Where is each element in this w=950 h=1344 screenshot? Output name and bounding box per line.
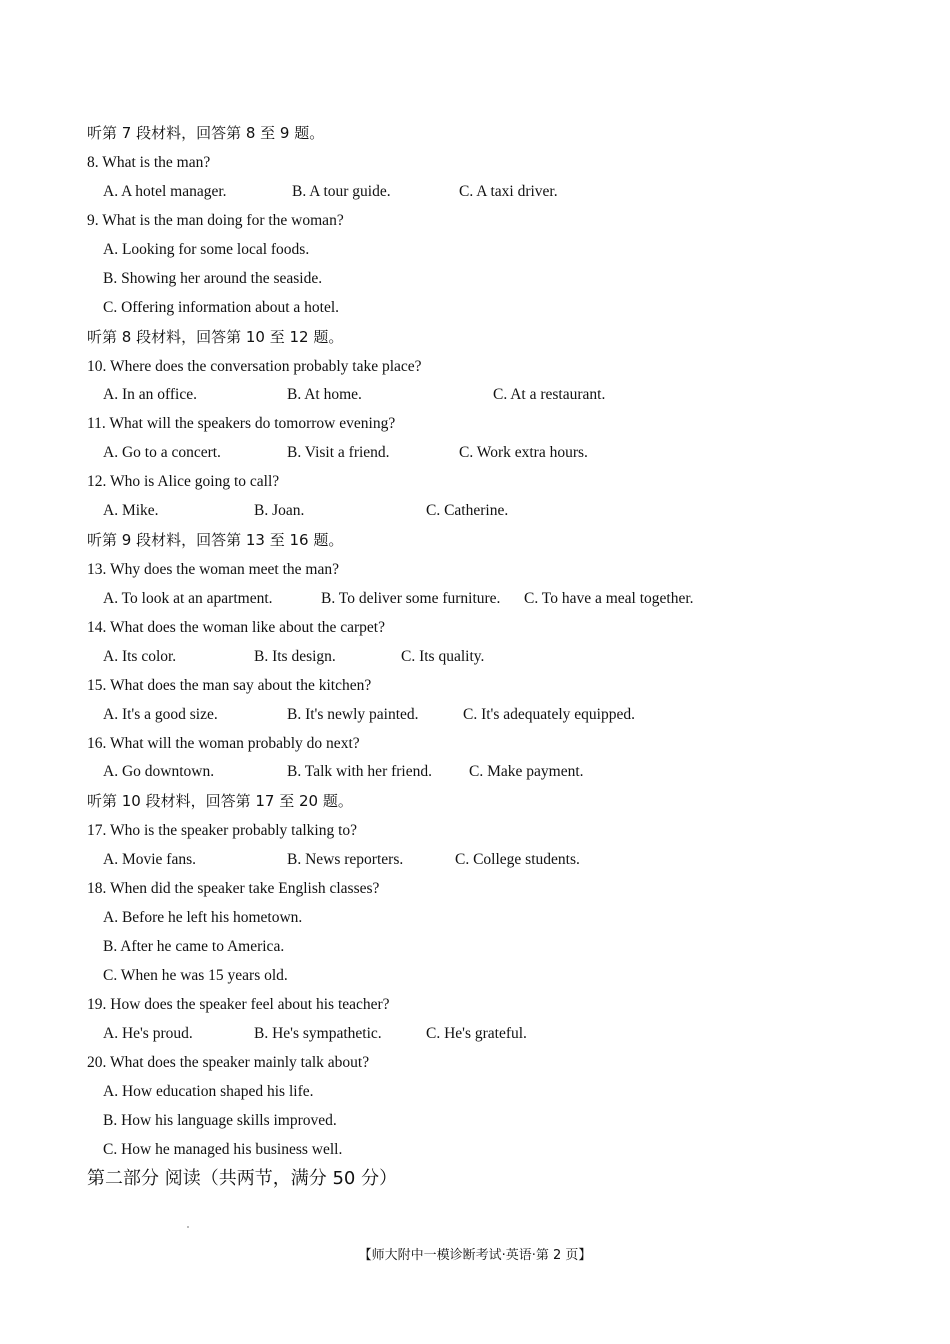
option-c: C. When he was 15 years old. [103, 967, 288, 984]
option-a: A. How education shaped his life. [103, 1083, 314, 1100]
option-c: C. He's grateful. [426, 1025, 527, 1042]
option-b: B. He's sympathetic. [254, 1025, 382, 1042]
option-b: B. Talk with her friend. [287, 763, 432, 780]
option-c: C. Make payment. [469, 763, 584, 780]
option-c: C. It's adequately equipped. [463, 706, 635, 723]
option-c: C. A taxi driver. [459, 183, 558, 200]
page-footer: 【师大附中一模诊断考试·英语·第 2 页】 [358, 1248, 592, 1263]
question-19: 19. How does the speaker feel about his teacher? [87, 996, 390, 1013]
part-two-title: 第二部分 阅读（共两节，满分 50 分） [87, 1168, 398, 1189]
option-a: A. In an office. [103, 386, 197, 403]
option-b: B. A tour guide. [292, 183, 391, 200]
question-20: 20. What does the speaker mainly talk about? [87, 1054, 370, 1071]
option-a: A. Its color. [103, 648, 177, 665]
option-b: B. It's newly painted. [287, 706, 419, 723]
option-b: B. At home. [287, 386, 362, 403]
option-a: A. Looking for some local foods. [103, 241, 310, 258]
option-c: C. College students. [455, 851, 580, 868]
question-12: 12. Who is Alice going to call? [87, 473, 280, 490]
option-a: A. Movie fans. [103, 851, 196, 868]
option-b: B. After he came to America. [103, 938, 285, 955]
option-a: A. It's a good size. [103, 706, 218, 723]
option-a: A. A hotel manager. [103, 183, 227, 200]
option-b: B. News reporters. [287, 851, 404, 868]
scan-speck [187, 1226, 189, 1228]
option-a: A. To look at an apartment. [103, 590, 273, 607]
option-a: A. Go to a concert. [103, 444, 221, 461]
option-a: A. Mike. [103, 502, 159, 519]
option-c: C. At a restaurant. [493, 386, 606, 403]
option-b: B. How his language skills improved. [103, 1112, 337, 1129]
question-11: 11. What will the speakers do tomorrow evening? [87, 415, 396, 432]
option-a: A. Go downtown. [103, 763, 215, 780]
section-heading-10: 听第 10 段材料，回答第 17 至 20 题。 [87, 792, 353, 810]
question-15: 15. What does the man say about the kitchen? [87, 677, 372, 694]
section-heading-7: 听第 7 段材料，回答第 8 至 9 题。 [87, 124, 325, 142]
option-c: C. Its quality. [401, 648, 485, 665]
option-c: C. Catherine. [426, 502, 509, 519]
question-18: 18. When did the speaker take English classes? [87, 880, 380, 897]
option-c: C. To have a meal together. [524, 590, 694, 607]
question-13: 13. Why does the woman meet the man? [87, 561, 339, 578]
option-c: C. Offering information about a hotel. [103, 299, 340, 316]
option-b: B. Showing her around the seaside. [103, 270, 323, 287]
question-8: 8. What is the man? [87, 154, 211, 171]
option-b: B. Its design. [254, 648, 336, 665]
option-c: C. How he managed his business well. [103, 1141, 343, 1158]
option-a: A. He's proud. [103, 1025, 193, 1042]
option-c: C. Work extra hours. [459, 444, 588, 461]
option-a: A. Before he left his hometown. [103, 909, 303, 926]
section-heading-9: 听第 9 段材料，回答第 13 至 16 题。 [87, 531, 344, 549]
option-b: B. To deliver some furniture. [321, 590, 501, 607]
question-10: 10. Where does the conversation probably take place? [87, 358, 422, 375]
question-17: 17. Who is the speaker probably talking to? [87, 822, 358, 839]
question-9: 9. What is the man doing for the woman? [87, 212, 344, 229]
option-b: B. Visit a friend. [287, 444, 390, 461]
section-heading-8: 听第 8 段材料，回答第 10 至 12 题。 [87, 328, 344, 346]
question-14: 14. What does the woman like about the carpet? [87, 619, 385, 636]
option-b: B. Joan. [254, 502, 305, 519]
question-16: 16. What will the woman probably do next? [87, 735, 360, 752]
